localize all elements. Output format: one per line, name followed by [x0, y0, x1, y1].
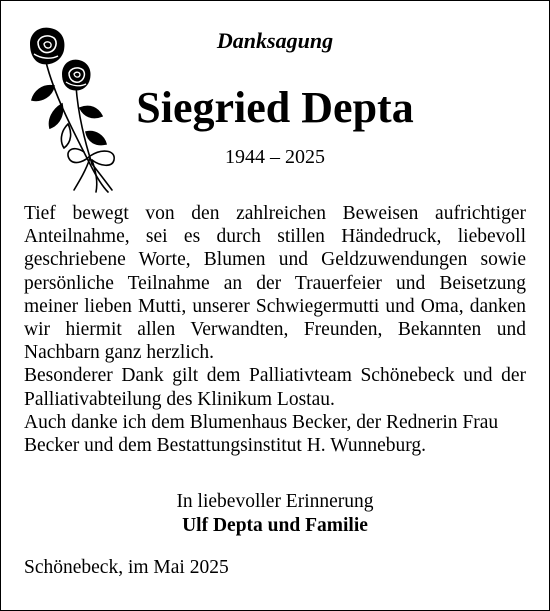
thanks-paragraph: Tief bewegt von den zahlreichen Beweisen aufrichtiger Anteilnahme, sei es durch stillen Händedruck, liebevoll geschriebene Worte, Blumen und Geldzuwendungen sowie persönliche Teilnahme an der Trauerfeier und Beisetzung meiner lieben Mutti, unserer Schwiegermutti und Oma, danken wir hiermit allen Verwandten, Freunden, Bekannten und Nachbarn ganz herzlich. — [24, 203, 526, 364]
thanks-paragraph: Besonderer Dank gilt dem Palliativteam Schönebeck und der Palliativabteilung des Klinikum Lostau. — [24, 365, 526, 410]
thanks-text — [24, 202, 526, 457]
place-date: Schönebeck, im Mai 2025 — [24, 557, 229, 578]
closing-line: In liebevoller Erinnerung — [176, 491, 374, 512]
thanks-paragraph: Auch danke ich dem Blumenhaus Becker, der Rednerin Frau Becker und dem Bestattungsinstitut H. Wunneburg. — [24, 411, 499, 457]
signer-name: Ulf Depta und Familie — [182, 515, 368, 536]
life-dates: 1944 – 2025 — [225, 146, 325, 168]
deceased-name: Siegried Depta — [136, 83, 414, 132]
notice-heading: Danksagung — [216, 28, 334, 53]
closing-block — [100, 490, 450, 538]
